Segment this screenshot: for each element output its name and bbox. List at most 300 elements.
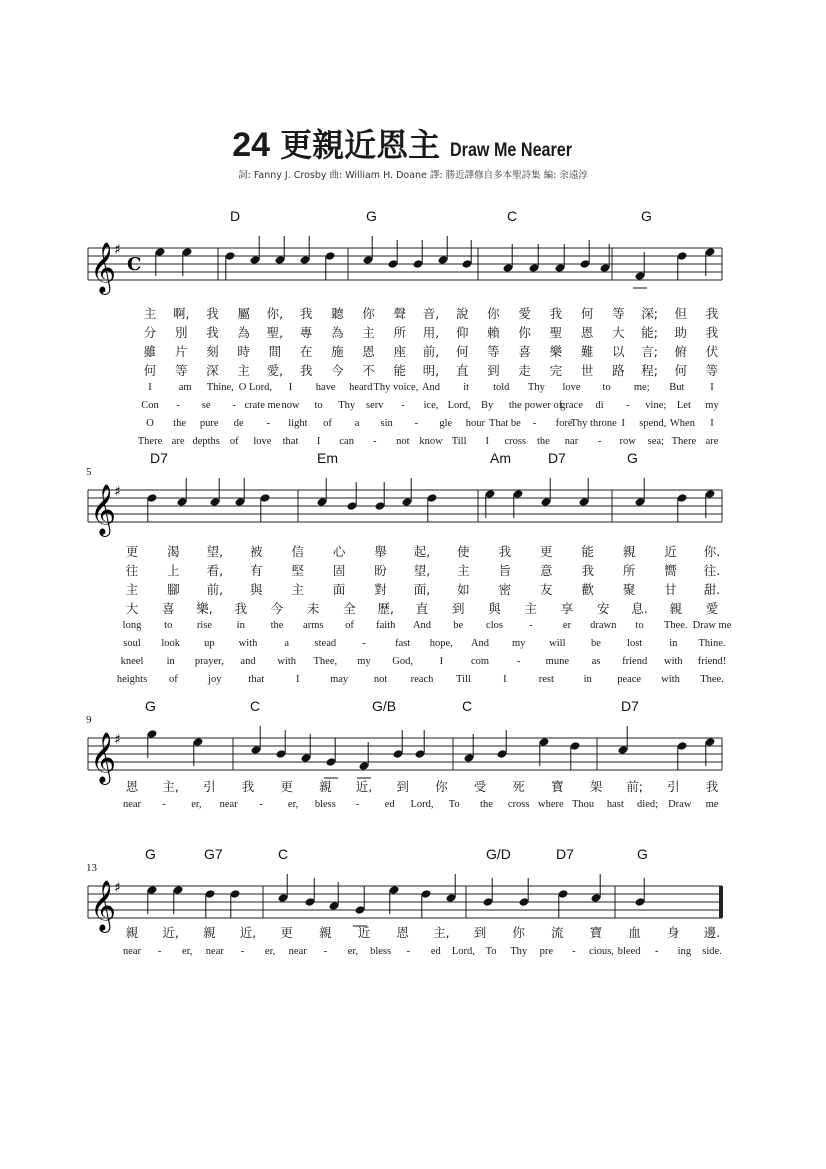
lyric-syllable: 你, — [266, 306, 284, 321]
lyric-syllable: 我 — [705, 779, 719, 794]
lyric-line-chinese-1 — [0, 777, 826, 795]
lyric-syllable: 主 — [524, 601, 538, 616]
lyric-syllable: 看, — [206, 563, 224, 578]
lyric-syllable: And — [421, 382, 441, 393]
lyric-syllable: 深 — [206, 363, 219, 378]
lyric-syllable: - — [516, 656, 521, 667]
lyric-syllable: 不 — [362, 363, 375, 378]
lyric-syllable: 主 — [362, 325, 375, 340]
lyric-syllable: 等 — [174, 363, 188, 378]
lyric-syllable: Thine, — [206, 382, 234, 393]
lyric-line-english-2 — [0, 638, 826, 656]
lyric-syllable: love — [562, 382, 581, 393]
lyric-syllable: Con — [141, 400, 159, 411]
lyric-syllable: of — [229, 436, 239, 447]
lyric-syllable: and — [240, 656, 256, 667]
lyric-syllable: God, — [392, 656, 414, 667]
lyric-syllable: Draw me — [692, 620, 732, 631]
lyric-syllable: a — [284, 638, 289, 649]
treble-clef-icon: 𝄞 — [90, 732, 117, 783]
lyric-syllable: I — [710, 418, 714, 429]
lyric-syllable: 等 — [612, 306, 625, 321]
lyric-syllable: 在 — [299, 344, 313, 359]
lyric-syllable: 所 — [393, 325, 407, 340]
lyric-syllable: er, — [182, 946, 193, 957]
lyric-syllable: 全 — [343, 601, 356, 616]
lyric-syllable: Thine. — [698, 638, 726, 649]
lyric-syllable: 與 — [250, 582, 263, 597]
lyric-syllable: com — [470, 656, 490, 667]
lyric-syllable: with — [277, 656, 296, 667]
lyric-syllable: de — [233, 418, 244, 429]
lyric-syllable: 固 — [332, 563, 346, 578]
lyric-syllable: That be — [489, 418, 521, 429]
lyric-syllable: my — [705, 400, 719, 411]
lyric-syllable: 更 — [125, 544, 139, 559]
lyric-syllable: 邊. — [703, 925, 721, 940]
lyric-syllable: 近 — [664, 544, 677, 559]
lyric-syllable: And — [412, 620, 432, 631]
lyric-line-chinese-4 — [0, 599, 826, 617]
lyric-syllable: Thy voice, — [373, 382, 419, 393]
lyric-syllable: 明, — [422, 363, 440, 378]
lyric-syllable: row — [619, 436, 636, 447]
treble-clef-icon: 𝄞 — [90, 880, 117, 931]
lyric-syllable: 我 — [705, 306, 719, 321]
lyric-syllable: 恩 — [125, 779, 139, 794]
lyric-syllable: 引 — [667, 779, 680, 794]
lyric-syllable: 你 — [487, 306, 500, 321]
lyric-syllable: ice, — [423, 400, 439, 411]
lyric-line-english-2 — [0, 400, 826, 418]
lyric-syllable: 息. — [631, 601, 648, 616]
lyric-syllable: Thou — [572, 799, 595, 810]
lyric-line-english-4 — [0, 674, 826, 692]
lyric-syllable: Draw — [668, 799, 692, 810]
lyric-syllable: look — [161, 638, 180, 649]
lyric-syllable: 為 — [237, 325, 250, 340]
lyric-syllable: in — [236, 620, 245, 631]
lyric-syllable: 往. — [703, 563, 721, 578]
chord-symbol: C — [507, 208, 518, 224]
lyric-syllable: - — [532, 418, 537, 429]
lyric-syllable: 嚮 — [664, 563, 677, 578]
lyric-syllable: Thy throne — [570, 418, 617, 429]
lyric-syllable: 愛 — [705, 601, 719, 616]
lyric-syllable: 腳 — [167, 582, 180, 597]
lyric-syllable: 望, — [206, 544, 224, 559]
lyric-syllable: 更 — [280, 779, 293, 794]
lyric-syllable: hope, — [429, 638, 453, 649]
lyric-syllable: er, — [287, 799, 299, 810]
lyric-syllable: 主, — [162, 779, 179, 794]
lyric-syllable: - — [373, 436, 377, 447]
lyric-syllable: know — [419, 436, 443, 447]
lyric-syllable: 路 — [612, 363, 625, 378]
lyric-syllable: 信 — [291, 544, 304, 559]
lyric-syllable: 我 — [498, 544, 512, 559]
lyric-syllable: 大 — [612, 325, 625, 340]
credits-line: 詞: Fanny J. Crosby 曲: William H. Doane 譯: 勝近譯修自多本聖詩集 編: 余遠淳 — [238, 170, 588, 181]
lyric-syllable: 甜. — [703, 582, 721, 597]
lyric-syllable: will — [549, 638, 566, 649]
lyric-syllable: that — [248, 674, 265, 685]
lyric-line-english-1 — [0, 382, 826, 400]
lyric-syllable: to — [635, 620, 644, 631]
lyric-syllable: 時 — [237, 344, 250, 359]
lyric-syllable: 助 — [674, 325, 688, 340]
lyric-syllable: pre — [539, 946, 553, 957]
lyric-syllable: 你 — [435, 779, 448, 794]
lyric-syllable: Lord, — [447, 400, 471, 411]
lyric-syllable: 深; — [641, 306, 658, 321]
lyric-syllable: 望, — [413, 563, 431, 578]
lyric-syllable: in — [583, 674, 592, 685]
lyric-syllable: 親 — [319, 779, 332, 794]
lyric-syllable: 程; — [641, 363, 658, 378]
chord-symbol: Am — [490, 450, 511, 466]
lyric-syllable: 未 — [306, 601, 320, 616]
sharp-icon: ♯ — [114, 880, 121, 896]
lyric-syllable: Till — [456, 674, 471, 685]
lyric-syllable: 你 — [518, 325, 531, 340]
lyric-syllable: There — [671, 436, 697, 447]
lyric-syllable: 旨 — [498, 563, 512, 578]
lyric-syllable: up — [204, 638, 215, 649]
lyric-syllable: 直 — [455, 363, 469, 378]
lyric-syllable: 賴 — [487, 325, 500, 340]
lyric-syllable: 起, — [413, 544, 431, 559]
lyric-syllable: I — [710, 382, 714, 393]
lyric-syllable: 身 — [667, 925, 680, 940]
lyric-syllable: 世 — [580, 363, 594, 378]
lyric-syllable: 喜 — [518, 344, 531, 359]
lyric-syllable: 堅 — [291, 563, 304, 578]
lyric-syllable: Thee. — [700, 674, 724, 685]
lyric-syllable: 今 — [270, 601, 284, 616]
lyric-syllable: And — [470, 638, 490, 649]
lyric-syllable: 聚 — [622, 582, 636, 597]
lyric-syllable: 主 — [125, 582, 139, 597]
lyric-syllable: 架 — [589, 779, 603, 794]
lyric-syllable: 近, — [355, 779, 373, 794]
lyric-syllable: can — [339, 436, 354, 447]
lyric-syllable: 我 — [206, 306, 219, 321]
lyric-line-chinese-2 — [0, 561, 826, 579]
lyric-syllable: nar — [564, 436, 579, 447]
lyric-syllable: 能 — [393, 363, 407, 378]
lyric-syllable: are — [171, 436, 185, 447]
lyric-syllable: a — [354, 418, 360, 429]
lyric-syllable: - — [655, 946, 659, 957]
lyric-syllable: 直 — [415, 601, 429, 616]
lyric-syllable: near — [122, 799, 142, 810]
lyric-syllable: 等 — [487, 344, 500, 359]
lyric-syllable: rest — [538, 674, 554, 685]
lyric-syllable: 歡 — [581, 582, 594, 597]
lyric-syllable: 說 — [455, 306, 469, 321]
lyric-syllable: When — [669, 418, 695, 429]
lyric-syllable: 死 — [512, 779, 525, 794]
lyric-syllable: - — [401, 400, 405, 411]
lyric-syllable: are — [705, 436, 719, 447]
lyric-syllable: 你 — [512, 925, 525, 940]
lyric-syllable: faith — [376, 620, 396, 631]
chord-symbol: C — [462, 698, 473, 714]
lyric-syllable: 引 — [203, 779, 216, 794]
lyric-syllable: Thy — [527, 382, 545, 393]
lyric-syllable: 走 — [518, 363, 531, 378]
lyric-syllable: 俯 — [674, 344, 688, 359]
lyric-syllable: gle — [439, 418, 453, 429]
lyric-syllable: be — [591, 638, 601, 649]
lyric-syllable: heights — [116, 674, 148, 685]
lyric-syllable: 聖, — [266, 325, 284, 340]
lyric-syllable: - — [232, 400, 237, 411]
lyric-syllable: 舉 — [374, 544, 387, 559]
lyric-syllable: I — [316, 436, 321, 447]
lyric-syllable: - — [323, 946, 328, 957]
lyric-syllable: 仰 — [455, 325, 469, 340]
lyric-syllable: By — [481, 400, 494, 411]
lyric-syllable: 用, — [422, 325, 440, 340]
chord-symbol: G — [366, 208, 377, 224]
lyric-syllable: hour — [465, 418, 485, 429]
sharp-icon: ♯ — [114, 242, 121, 258]
chord-symbol: G7 — [204, 846, 223, 862]
lyric-syllable: me — [705, 799, 719, 810]
lyric-syllable: of — [345, 620, 354, 631]
lyric-line-english-1 — [0, 620, 826, 638]
lyric-syllable: have — [315, 382, 336, 393]
lyric-syllable: 親 — [319, 925, 332, 940]
lyric-syllable: stead — [314, 638, 337, 649]
lyric-syllable: I — [621, 418, 625, 429]
sharp-icon: ♯ — [114, 484, 121, 500]
lyric-syllable: To — [485, 946, 497, 957]
lyric-syllable: 密 — [498, 582, 512, 597]
lyric-syllable: 更 — [540, 544, 553, 559]
lyric-syllable: 近, — [162, 925, 179, 940]
lyric-syllable: may — [330, 674, 349, 685]
lyric-syllable: cross — [504, 436, 527, 447]
lyric-syllable: 有 — [250, 563, 263, 578]
lyric-syllable: 到 — [451, 601, 465, 616]
lyric-syllable: 你 — [362, 306, 375, 321]
lyric-syllable: power of — [524, 400, 563, 411]
lyric-syllable: 使 — [457, 544, 470, 559]
lyric-syllable: 別 — [174, 325, 188, 340]
lyric-syllable: 啊, — [172, 306, 190, 321]
lyric-syllable: 渴 — [167, 544, 180, 559]
lyric-syllable: 屬 — [237, 306, 250, 321]
lyric-line-chinese-2 — [0, 323, 826, 341]
lyric-syllable: the — [270, 620, 284, 631]
measure-number: 9 — [86, 714, 92, 726]
lyric-syllable: joy — [208, 674, 222, 685]
lyric-syllable: near — [219, 799, 238, 810]
lyric-syllable: Lord, — [451, 946, 475, 957]
lyric-syllable: 到 — [396, 779, 409, 794]
lyric-syllable: 能; — [641, 325, 658, 340]
hymn-title — [0, 120, 826, 166]
lyric-syllable: 所 — [622, 563, 636, 578]
lyric-syllable: in — [166, 656, 175, 667]
lyric-syllable: 受 — [473, 779, 487, 794]
lyric-syllable: I — [295, 674, 300, 685]
lyric-syllable: my — [357, 656, 371, 667]
lyric-syllable: prayer, — [194, 656, 224, 667]
lyric-syllable: 心 — [332, 544, 346, 559]
lyric-syllable: Till — [451, 436, 467, 447]
lyric-syllable: - — [240, 946, 245, 957]
lyric-syllable: 盼 — [374, 563, 387, 578]
lyric-line-english-1 — [0, 946, 826, 964]
lyric-line-english-3 — [0, 418, 826, 436]
lyric-syllable: 為 — [331, 325, 344, 340]
lyric-syllable: peace — [617, 674, 642, 685]
chord-symbol: C — [278, 846, 289, 862]
lyric-syllable: me; — [633, 382, 650, 393]
chord-symbol: G — [637, 846, 648, 862]
lyric-syllable: 以 — [612, 344, 625, 359]
chord-symbol: D7 — [548, 450, 566, 466]
lyric-syllable: er — [562, 620, 572, 631]
lyric-syllable: in — [669, 638, 678, 649]
lyric-syllable: Thee. — [663, 620, 688, 631]
lyric-syllable: sea; — [647, 436, 664, 447]
lyric-syllable: 主 — [457, 563, 470, 578]
lyric-syllable: 甘 — [664, 582, 677, 597]
lyric-syllable: lost — [627, 638, 643, 649]
lyric-syllable: long — [122, 620, 142, 631]
lyric-line-chinese-3 — [0, 580, 826, 598]
lyric-syllable: 何 — [580, 306, 594, 321]
lyric-syllable: the — [508, 400, 522, 411]
lyric-syllable: 享 — [560, 601, 574, 616]
lyric-syllable: 我 — [299, 306, 313, 321]
lyric-syllable: of — [169, 674, 178, 685]
lyric-syllable: 座 — [393, 344, 407, 359]
treble-clef-icon: 𝄞 — [90, 484, 117, 535]
lyric-syllable: - — [625, 400, 630, 411]
chord-symbol: G — [145, 698, 156, 714]
lyric-syllable: where — [538, 799, 564, 810]
lyric-syllable: kneel — [120, 656, 144, 667]
lyric-syllable: 聲 — [393, 306, 407, 321]
score-system-1 — [0, 208, 826, 447]
lyric-syllable: 愛, — [266, 363, 284, 378]
lyric-syllable: 友 — [540, 582, 553, 597]
lyric-line-chinese-4 — [0, 361, 826, 379]
lyric-syllable: 我 — [234, 601, 248, 616]
lyric-syllable: 我 — [206, 325, 219, 340]
lyric-syllable: 我 — [549, 306, 563, 321]
lyric-syllable: friend! — [697, 656, 727, 667]
lyric-syllable: 意 — [540, 563, 553, 578]
lyric-syllable: 雖 — [143, 344, 157, 359]
lyric-syllable: 何 — [674, 363, 688, 378]
title-english: Draw Me Nearer — [450, 140, 573, 161]
lyric-syllable: hast — [606, 799, 624, 810]
lyric-syllable: - — [162, 799, 166, 810]
lyric-syllable: depths — [192, 436, 220, 447]
lyric-syllable: 被 — [250, 544, 263, 559]
chord-symbol: G/D — [486, 846, 511, 862]
lyric-syllable: - — [414, 418, 418, 429]
lyric-syllable: 恩 — [396, 925, 409, 940]
lyric-syllable: friend — [622, 656, 648, 667]
lyric-syllable: 言; — [641, 344, 658, 359]
lyric-syllable: vine; — [645, 400, 667, 411]
lyric-syllable: 親 — [622, 544, 636, 559]
lyric-syllable: 如 — [457, 582, 470, 597]
lyric-syllable: ing — [677, 946, 692, 957]
lyric-line-chinese-1 — [0, 304, 826, 322]
lyric-syllable: - — [355, 799, 360, 810]
lyric-syllable: se — [201, 400, 211, 411]
final-bar-line — [719, 886, 723, 918]
lyric-syllable: clos — [486, 620, 503, 631]
measure-number: 13 — [86, 862, 97, 874]
lyric-syllable: - — [362, 638, 366, 649]
chord-symbol: D — [230, 208, 241, 224]
chord-symbol: G/B — [372, 698, 397, 714]
lyric-syllable: died; — [637, 799, 659, 810]
lyric-syllable: 寶 — [551, 779, 564, 794]
lyric-syllable: 親 — [203, 925, 216, 940]
lyric-syllable: 恩 — [362, 344, 375, 359]
lyric-syllable: But — [669, 382, 685, 393]
staff — [0, 232, 826, 312]
lyric-syllable: 更 — [280, 925, 293, 940]
lyric-syllable: that — [282, 436, 299, 447]
lyric-syllable: drawn — [590, 620, 617, 631]
lyric-syllable: to — [602, 382, 611, 393]
lyric-line-chinese-3 — [0, 342, 826, 360]
chord-symbol: C — [250, 698, 261, 714]
chord-symbol: G — [145, 846, 156, 862]
lyric-syllable: pure — [199, 418, 219, 429]
lyric-syllable: am — [178, 382, 192, 393]
lyric-syllable: 我 — [705, 325, 719, 340]
lyric-syllable: 樂 — [549, 344, 563, 359]
lyric-syllable: as — [591, 656, 601, 667]
lyric-syllable: serv — [366, 400, 384, 411]
lyric-syllable: to — [164, 620, 173, 631]
lyric-syllable: 前; — [626, 779, 644, 794]
lyric-syllable: Thy — [510, 946, 528, 957]
lyric-syllable: 大 — [125, 601, 139, 616]
lyric-syllable: 我 — [299, 363, 313, 378]
lyric-syllable: I — [439, 656, 444, 667]
lyric-syllable: soul — [123, 638, 141, 649]
lyric-syllable: told — [493, 382, 510, 393]
lyric-syllable: er, — [347, 946, 359, 957]
lyric-syllable: near — [288, 946, 307, 957]
lyric-syllable: O Lord, — [238, 382, 272, 393]
lyric-syllable: 施 — [331, 344, 344, 359]
score-system-4 — [0, 846, 826, 1076]
lyric-syllable: 前, — [206, 582, 224, 597]
lyric-syllable: 血 — [628, 925, 641, 940]
chord-symbol: D7 — [150, 450, 168, 466]
chord-symbol: G — [641, 208, 652, 224]
lyric-syllable: 面 — [332, 582, 346, 597]
lyric-syllable: be — [453, 620, 464, 631]
lyric-syllable: Thy — [338, 400, 356, 411]
lyric-syllable: 與 — [488, 601, 501, 616]
